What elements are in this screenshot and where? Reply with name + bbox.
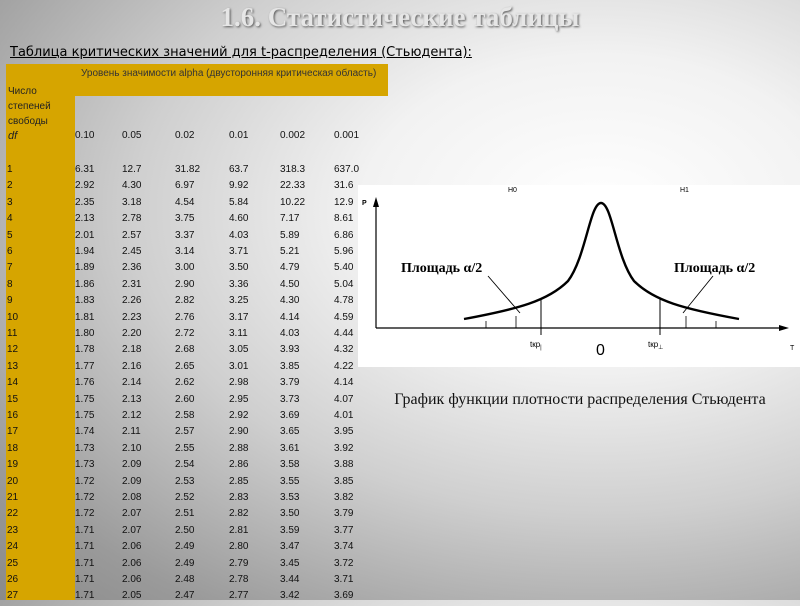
critical-value-cell: 2.92 [75,180,95,192]
figure-caption: График функции плотности распределения Стьюдента [394,391,766,408]
critical-value-cell: 3.85 [280,360,300,372]
critical-value-cell: 31.82 [175,164,201,175]
table-row [6,525,388,541]
critical-value-cell: 6.31 [75,164,95,175]
critical-value-cell: 1.72 [75,492,95,503]
df-cell: 25 [7,557,19,569]
critical-value-cell: 2.47 [175,590,195,602]
critical-value-cell: 1.71 [75,574,95,585]
critical-value-cell: 2.11 [122,426,141,438]
slide-title: 1.6. Статистические таблицы [220,2,580,32]
critical-value-cell: 4.30 [122,180,142,192]
critical-value-cell: 2.88 [229,442,249,454]
critical-value-cell: 4.07 [334,393,354,405]
table-row [6,508,388,524]
df-cell: 18 [7,442,19,454]
critical-value-cell: 1.74 [75,426,95,438]
critical-value-cell: 5.40 [334,262,354,274]
df-header-line-2: степеней [8,101,51,112]
table-row [6,394,388,410]
critical-value-cell: 2.16 [122,360,142,372]
critical-value-cell: 2.68 [175,344,195,356]
table-row [6,426,388,442]
table-row [6,574,388,590]
table-row [6,230,388,246]
tcrit-left-subscript: | [540,345,542,351]
df-header [8,84,51,144]
df-cell: 5 [7,229,13,241]
alpha-level-header: 0.10 [75,130,95,141]
critical-value-cell: 3.71 [334,574,354,585]
critical-value-cell: 1.81 [75,311,95,323]
table-row [6,246,388,262]
df-cell: 21 [7,492,19,503]
df-cell: 23 [7,524,19,536]
table-row [6,213,388,229]
df-cell: 22 [7,508,19,520]
critical-value-cell: 1.86 [75,278,95,290]
critical-value-cell: 31.6 [334,180,354,192]
critical-value-cell: 2.85 [229,475,249,487]
critical-value-cell: 2.06 [122,574,142,585]
critical-value-cell: 1.76 [75,377,95,389]
table-row [6,410,388,426]
critical-value-cell: 2.13 [122,393,142,405]
critical-value-cell: 2.86 [229,459,249,471]
critical-value-cell: 4.14 [334,377,354,389]
critical-value-cell: 2.06 [122,557,142,569]
critical-value-cell: 2.55 [175,442,195,454]
critical-value-cell: 3.77 [334,524,354,536]
critical-value-cell: 4.03 [280,328,300,339]
critical-value-cell: 3.71 [229,246,249,257]
table-row [6,295,388,311]
critical-value-cell: 1.89 [75,262,95,274]
critical-value-cell: 5.84 [229,196,249,208]
area-left-label: Площадь α/2 [401,261,483,276]
critical-value-cell: 3.01 [229,360,249,372]
critical-value-cell: 4.54 [175,196,195,208]
critical-value-cell: 2.01 [75,229,95,241]
critical-value-cell: 2.54 [175,459,195,471]
critical-value-cell: 1.75 [75,410,95,421]
critical-value-cell: 2.48 [175,574,195,585]
critical-value-cell: 2.10 [122,442,142,454]
df-cell: 9 [7,295,13,307]
critical-value-cell: 6.86 [334,229,354,241]
density-figure [358,185,800,367]
critical-value-cell: 3.36 [229,278,249,290]
critical-value-cell: 3.50 [280,508,300,520]
critical-value-cell: 2.18 [122,344,142,356]
df-cell: 20 [7,475,19,487]
critical-value-cell: 3.79 [334,508,354,520]
critical-value-cell: 3.75 [175,213,195,225]
critical-value-cell: 4.22 [334,360,354,372]
critical-value-cell: 2.45 [122,246,142,257]
critical-value-cell: 2.95 [229,393,249,405]
df-cell: 26 [7,574,19,585]
df-cell: 11 [7,328,18,339]
critical-value-cell: 3.25 [229,295,249,307]
critical-value-cell: 3.55 [280,475,300,487]
alpha-level-header: 0.001 [334,130,360,141]
critical-value-cell: 2.98 [229,377,249,389]
df-cell: 15 [7,393,19,405]
zero-label: 0 [596,342,605,359]
critical-value-cell: 3.72 [334,557,354,569]
critical-value-cell: 5.21 [280,246,300,257]
critical-value-cell: 3.65 [280,426,300,438]
alpha-level-header: 0.05 [122,130,142,141]
critical-value-cell: 2.83 [229,492,249,503]
tcrit-left-text: tкр [530,340,541,349]
critical-value-cell: 3.42 [280,590,300,602]
df-header-line-3: свободы [8,116,48,127]
area-left-pointer [488,276,520,313]
x-axis-arrow [779,325,789,331]
table-row [6,180,388,196]
table-row [6,312,388,328]
critical-value-cell: 2.20 [122,328,142,339]
tcrit-right-subscript: ⊥ [658,345,664,351]
table-row [6,492,388,508]
critical-value-cell: 2.57 [122,229,142,241]
alpha-level-header: 0.02 [175,130,195,141]
y-axis-label: P [362,200,367,207]
critical-value-cell: 5.96 [334,246,354,257]
critical-value-cell: 2.12 [122,410,142,421]
critical-value-cell: 2.31 [122,278,142,290]
critical-value-cell: 1.71 [75,524,95,536]
df-symbol: df [8,130,18,142]
df-cell: 6 [7,246,13,257]
critical-value-cell: 3.05 [229,344,249,356]
critical-value-cell: 3.59 [280,524,300,536]
critical-value-cell: 4.78 [334,295,354,307]
critical-value-cell: 4.30 [280,295,300,307]
df-cell: 12 [7,344,19,356]
table-row [6,459,388,475]
critical-value-cell: 2.60 [175,393,195,405]
critical-value-cell: 10.22 [280,196,306,208]
critical-value-cell: 1.75 [75,393,95,405]
critical-value-cell: 12.7 [122,164,142,175]
critical-value-cell: 1.73 [75,459,95,471]
df-cell: 8 [7,278,13,290]
tcrit-right-text: tкр [648,340,659,349]
critical-value-cell: 3.69 [280,410,300,421]
area-right-label: Площадь α/2 [674,261,756,276]
critical-value-cell: 2.77 [229,590,249,602]
critical-value-cell: 2.82 [175,295,195,307]
table-row [6,262,388,278]
df-cell: 7 [7,262,13,274]
alpha-levels-row [75,130,388,144]
critical-value-cell: 2.49 [175,541,195,553]
critical-value-cell: 1.72 [75,508,95,520]
critical-value-cell: 2.72 [175,328,195,339]
df-cell: 10 [7,311,19,323]
df-cell: 19 [7,459,19,471]
critical-value-cell: 637.0 [334,164,360,175]
table-row [6,377,388,393]
critical-value-cell: 3.44 [280,574,300,585]
critical-value-cell: 3.61 [280,442,300,454]
df-cell: 14 [7,377,19,389]
critical-value-cell: 6.97 [175,180,195,192]
df-cell: 4 [7,213,13,225]
table-row [6,590,388,606]
critical-value-cell: 4.14 [280,311,300,323]
h1-label: H1 [680,187,689,194]
table-row [6,328,388,344]
critical-value-cell: 4.01 [334,410,354,421]
df-cell: 2 [7,180,13,192]
table-row [6,558,388,574]
table-subtitle: Таблица критических значений для t-распределения (Стьюдента): [10,45,472,60]
alpha-header: Уровень значимости alpha (двусторонняя критическая область) [81,68,377,79]
critical-value-cell: 3.79 [280,377,300,389]
critical-value-cell: 3.95 [334,426,354,438]
tcrit-right-label [648,340,663,351]
critical-value-cell: 3.45 [280,557,300,569]
critical-value-cell: 3.92 [334,442,354,454]
table-row [6,164,388,180]
df-cell: 27 [7,590,19,602]
critical-value-cell: 3.14 [175,246,195,257]
critical-value-cell: 2.05 [122,590,142,602]
critical-value-cell: 3.47 [280,541,300,553]
critical-value-cell: 1.77 [75,360,95,372]
df-header-line-1: Число [8,86,37,97]
critical-value-cell: 2.57 [175,426,195,438]
table-row [6,541,388,557]
df-cell: 13 [7,360,19,372]
critical-value-cell: 1.72 [75,475,95,487]
critical-value-cell: 3.93 [280,344,300,356]
critical-values-table [6,64,388,600]
df-cell: 17 [7,426,19,438]
critical-value-cell: 3.82 [334,492,354,503]
critical-value-cell: 4.44 [334,328,354,339]
critical-value-cell: 2.26 [122,295,142,307]
critical-value-cell: 2.81 [229,524,249,536]
critical-value-cell: 1.73 [75,442,95,454]
critical-value-cell: 2.35 [75,196,95,208]
critical-value-cell: 7.17 [280,213,300,225]
critical-value-cell: 2.08 [122,492,142,503]
critical-value-cell: 1.83 [75,295,95,307]
alpha-level-header: 0.01 [229,130,249,141]
x-axis-label: T [790,345,795,352]
critical-value-cell: 22.33 [280,180,306,192]
critical-value-cell: 4.03 [229,229,249,241]
critical-value-cell: 2.90 [229,426,249,438]
critical-value-cell: 318.3 [280,164,306,175]
critical-value-cell: 1.94 [75,246,95,257]
area-right-pointer [683,276,713,313]
critical-value-cell: 1.80 [75,328,95,339]
df-cell: 3 [7,196,13,208]
critical-value-cell: 2.50 [175,524,195,536]
tcrit-left-label [530,340,542,351]
critical-value-cell: 2.62 [175,377,195,389]
table-row [6,476,388,492]
df-cell: 24 [7,541,19,553]
critical-value-cell: 2.53 [175,475,195,487]
critical-value-cell: 2.09 [122,475,142,487]
critical-value-cell: 2.13 [75,213,95,225]
critical-value-cell: 1.78 [75,344,95,356]
critical-value-cell: 4.60 [229,213,249,225]
critical-value-cell: 2.79 [229,557,249,569]
critical-value-cell: 1.71 [75,590,95,602]
y-axis-arrow [373,197,379,207]
critical-value-cell: 3.58 [280,459,300,471]
table-row [6,361,388,377]
critical-value-cell: 3.11 [229,328,248,339]
critical-value-cell: 2.36 [122,262,142,274]
critical-value-cell: 2.06 [122,541,142,553]
critical-value-cell: 2.23 [122,311,142,323]
critical-value-cell: 2.07 [122,508,142,520]
critical-value-cell: 9.92 [229,180,249,192]
df-cell: 16 [7,410,19,421]
critical-value-cell: 2.78 [229,574,249,585]
critical-value-cell: 3.88 [334,459,354,471]
critical-value-cell: 8.61 [334,213,354,225]
critical-value-cell: 4.79 [280,262,300,274]
critical-value-cell: 5.89 [280,229,300,241]
table-row [6,443,388,459]
critical-value-cell: 2.82 [229,508,249,520]
critical-value-cell: 2.80 [229,541,249,553]
critical-value-cell: 3.74 [334,541,354,553]
critical-value-cell: 2.52 [175,492,195,503]
critical-value-cell: 3.17 [229,311,249,323]
critical-value-cell: 4.59 [334,311,354,323]
critical-value-cell: 3.00 [175,262,195,274]
critical-value-cell: 2.49 [175,557,195,569]
critical-value-cell: 2.07 [122,524,142,536]
density-figure-svg [358,185,800,367]
critical-value-cell: 1.71 [75,557,95,569]
table-row [6,279,388,295]
critical-value-cell: 4.50 [280,278,300,290]
critical-value-cell: 2.65 [175,360,195,372]
critical-value-cell: 3.37 [175,229,195,241]
critical-value-cell: 3.85 [334,475,354,487]
h0-label: H0 [508,187,517,194]
critical-value-cell: 3.73 [280,393,300,405]
critical-value-cell: 5.04 [334,278,354,290]
critical-value-cell: 3.50 [229,262,249,274]
critical-value-cell: 2.51 [175,508,195,520]
critical-value-cell: 4.32 [334,344,354,356]
df-cell: 1 [7,164,13,175]
critical-value-cell: 2.09 [122,459,142,471]
critical-value-cell: 2.14 [122,377,142,389]
critical-value-cell: 2.58 [175,410,195,421]
alpha-level-header: 0.002 [280,130,306,141]
critical-value-cell: 2.92 [229,410,249,421]
table-row [6,197,388,213]
critical-value-cell: 12.9 [334,196,354,208]
critical-value-cell: 1.71 [75,541,95,553]
critical-value-cell: 2.90 [175,278,195,290]
critical-value-cell: 2.78 [122,213,142,225]
critical-value-cell: 63.7 [229,164,249,175]
critical-value-cell: 3.53 [280,492,300,503]
critical-value-cell: 2.76 [175,311,195,323]
critical-value-cell: 3.18 [122,196,142,208]
table-row [6,344,388,360]
critical-value-cell: 3.69 [334,590,354,602]
